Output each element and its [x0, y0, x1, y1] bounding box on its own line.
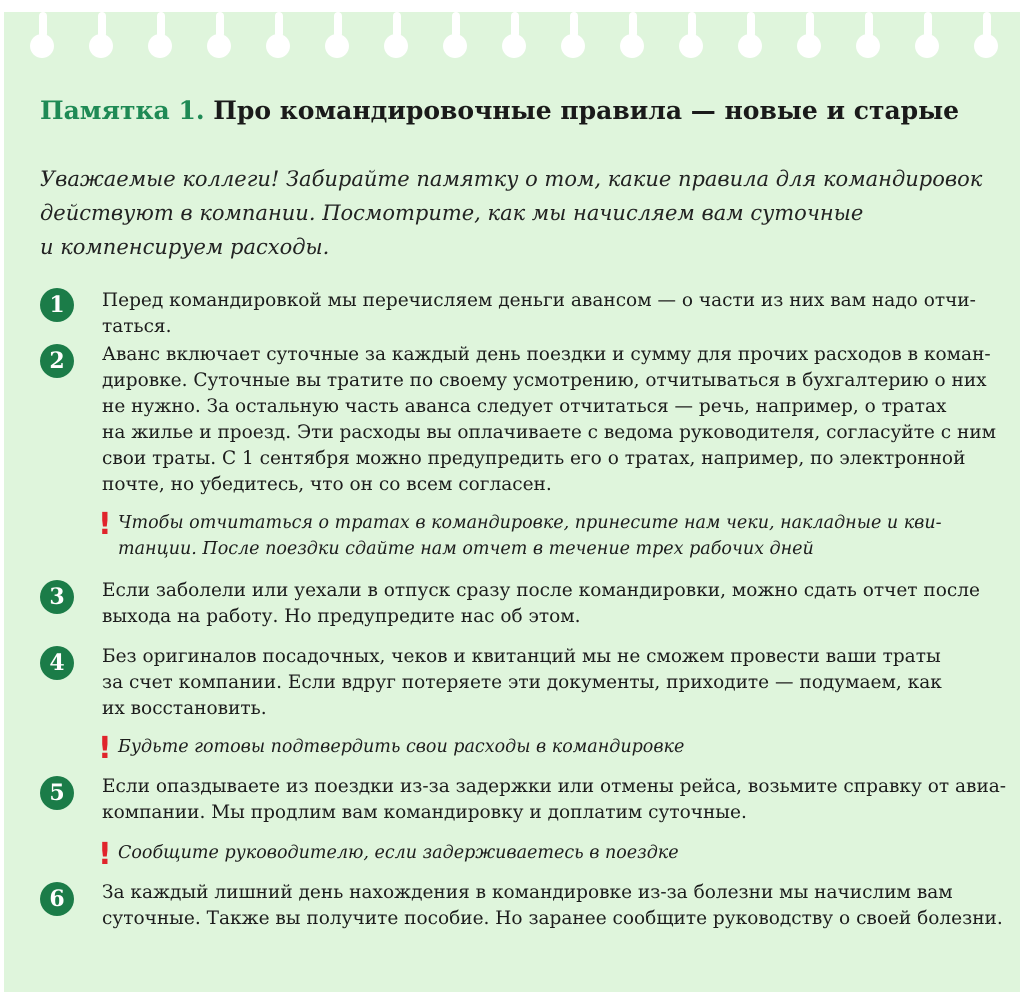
rule-line: не нужно. За остальную часть аванса следует отчитаться — речь, например, о тратах	[102, 396, 947, 417]
binding-ring	[443, 12, 469, 60]
binding-ring	[207, 12, 233, 60]
binding-ring	[915, 12, 941, 60]
binding-ring	[266, 12, 292, 60]
binding-ring	[502, 12, 528, 60]
rule-text	[102, 774, 1007, 826]
binding-ring	[89, 12, 115, 60]
note-line: танции. После поездки сдайте нам отчет в течение трех рабочих дней	[118, 539, 814, 559]
rule-line: их восстановить.	[102, 698, 267, 719]
rule-line: Аванс включает суточные за каждый день поездки и сумму для прочих расходов в коман-	[102, 344, 991, 365]
intro-line: действуют в компании. Посмотрите, как мы начисляем вам суточные	[40, 201, 864, 225]
number-badge: 3	[40, 580, 74, 614]
binding-ring	[384, 12, 410, 60]
memo-intro	[40, 162, 1000, 264]
binding-ring	[679, 12, 705, 60]
note-line: Сообщите руководителю, если задерживаетесь в поездке	[118, 843, 679, 863]
note-line: Чтобы отчитаться о тратах в командировке, принесите нам чеки, накладные и кви-	[118, 513, 942, 533]
rule-line: Если опаздываете из поездки из-за задержки или отмены рейса, возьмите справку от авиа-	[102, 776, 1007, 797]
intro-line: и компенсируем расходы.	[40, 235, 330, 259]
note-text	[118, 840, 1008, 866]
rule-line: почте, но убедитесь, что он со всем согласен.	[102, 474, 552, 495]
rule-text	[102, 288, 1002, 340]
exclamation-icon: !	[98, 731, 112, 766]
rule-line: свои траты. С 1 сентября можно предупредить его о тратах, например, по электронной	[102, 448, 966, 469]
note-line: Будьте готовы подтвердить свои расходы в командировке	[118, 737, 685, 757]
rule-text	[102, 644, 1002, 722]
binding-ring	[148, 12, 174, 60]
rule-line: Если заболели или уехали в отпуск сразу после командировки, можно сдать отчет после	[102, 580, 980, 601]
binding-ring	[974, 12, 1000, 60]
rule-line: на жилье и проезд. Эти расходы вы оплачиваете с ведома руководителя, согласуйте с ним	[102, 422, 997, 443]
binding-ring	[856, 12, 882, 60]
memo-sheet	[4, 12, 1020, 992]
intro-line: Уважаемые коллеги! Забирайте памятку о том, какие правила для командировок	[40, 167, 983, 191]
binding-ring	[797, 12, 823, 60]
rule-line: За каждый лишний день нахождения в командировке из-за болезни мы начислим вам	[102, 882, 953, 903]
number-badge: 5	[40, 776, 74, 810]
rule-line: суточные. Также вы получите пособие. Но заранее сообщите руководству о своей болезни.	[102, 908, 1003, 929]
binding-ring	[620, 12, 646, 60]
binding-ring	[30, 12, 56, 60]
number-badge: 2	[40, 344, 74, 378]
exclamation-icon: !	[98, 837, 112, 872]
binding-ring	[738, 12, 764, 60]
binding-ring	[325, 12, 351, 60]
rule-text	[102, 578, 1002, 630]
note-text	[118, 510, 1008, 562]
memo-title-number: Памятка 1.	[40, 96, 205, 125]
note-text	[118, 734, 1008, 760]
rule-line: компании. Мы продлим вам командировку и доплатим суточные.	[102, 802, 747, 823]
rule-line: Перед командировкой мы перечисляем деньги авансом — о части из них вам надо отчи-	[102, 290, 976, 311]
memo-title-text: Про командировочные правила — новые и старые	[213, 96, 960, 125]
binding-ring	[561, 12, 587, 60]
exclamation-icon: !	[98, 507, 112, 542]
number-badge: 4	[40, 646, 74, 680]
rule-line: таться.	[102, 316, 172, 337]
number-badge: 6	[40, 882, 74, 916]
memo-title	[40, 96, 1000, 125]
rule-line: за счет компании. Если вдруг потеряете эти документы, приходите — подумаем, как	[102, 672, 942, 693]
rule-line: дировке. Суточные вы тратите по своему усмотрению, отчитываться в бухгалтерию о них	[102, 370, 987, 391]
rule-line: выхода на работу. Но предупредите нас об этом.	[102, 606, 581, 627]
rule-line: Без оригиналов посадочных, чеков и квитанций мы не сможем провести ваши траты	[102, 646, 941, 667]
rule-text	[102, 880, 1002, 932]
number-badge: 1	[40, 288, 74, 322]
rule-text	[102, 342, 1002, 498]
